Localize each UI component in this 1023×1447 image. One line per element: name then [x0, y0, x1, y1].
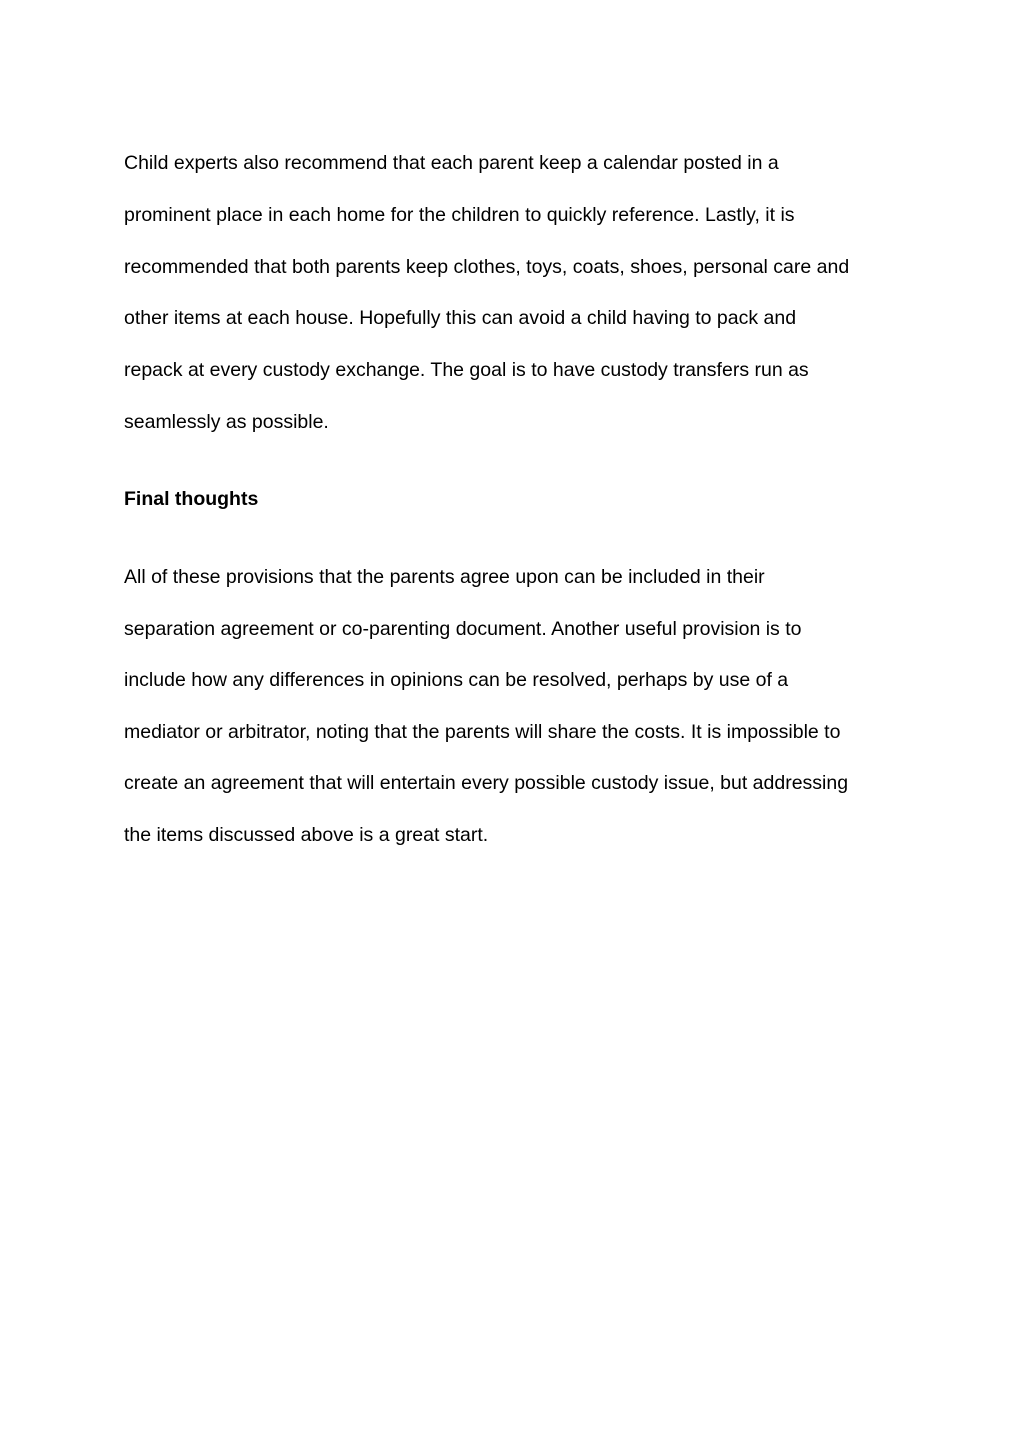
paragraph-line: seamlessly as possible. [124, 411, 329, 433]
paragraph-line: create an agreement that will entertain every possible custody issue, but addressing [124, 772, 849, 794]
paragraph-line: the items discussed above is a great start. [124, 824, 489, 846]
paragraph-line: repack at every custody exchange. The goal is to have custody transfers run as [124, 359, 809, 381]
paragraph-line: Child experts also recommend that each parent keep a calendar posted in a [124, 152, 779, 174]
paragraph-line: other items at each house. Hopefully this can avoid a child having to pack and [124, 307, 797, 329]
paragraph-line: recommended that both parents keep clothes, toys, coats, shoes, personal care and [124, 256, 850, 278]
paragraph-line: All of these provisions that the parents agree upon can be included in their [124, 566, 765, 588]
section-heading: Final thoughts [124, 488, 259, 510]
paragraph-line: prominent place in each home for the children to quickly reference. Lastly, it is [124, 204, 795, 226]
paragraph-line: mediator or arbitrator, noting that the parents will share the costs. It is impossible to [124, 721, 841, 743]
paragraph-line: separation agreement or co-parenting document. Another useful provision is to [124, 618, 802, 640]
paragraph-line: include how any differences in opinions can be resolved, perhaps by use of a [124, 669, 789, 691]
